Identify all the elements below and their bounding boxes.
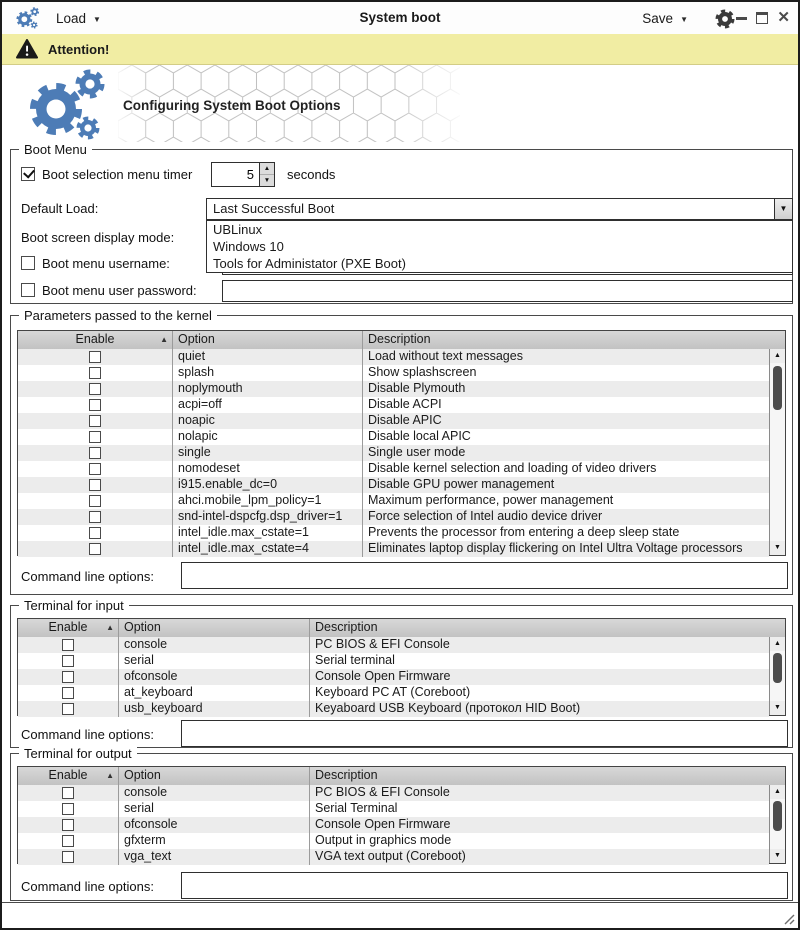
option-cell: console bbox=[118, 637, 309, 653]
command-line-input[interactable] bbox=[181, 872, 788, 899]
option-column-header: Option bbox=[118, 619, 309, 637]
table-row[interactable] bbox=[18, 833, 769, 849]
enable-checkbox[interactable] bbox=[62, 819, 74, 831]
enable-cell bbox=[18, 785, 118, 801]
enable-checkbox[interactable] bbox=[62, 639, 74, 651]
enable-column-header: Enable bbox=[48, 768, 88, 782]
description-column-header: Description bbox=[309, 767, 785, 785]
enable-checkbox[interactable] bbox=[89, 383, 101, 395]
description-cell: Keyaboard USB Keyboard (протокол HID Boot) bbox=[309, 701, 769, 717]
option-cell: splash bbox=[172, 365, 362, 381]
table-header[interactable] bbox=[18, 331, 785, 350]
page-title: Configuring System Boot Options bbox=[123, 98, 341, 113]
scroll-down-icon[interactable]: ▼ bbox=[770, 541, 785, 555]
enable-cell bbox=[18, 461, 172, 477]
group-legend: Parameters passed to the kernel bbox=[19, 308, 217, 323]
option-cell: noapic bbox=[172, 413, 362, 429]
table-row[interactable] bbox=[18, 801, 769, 817]
kernel-params-table bbox=[17, 330, 786, 556]
load-menu-label: Load bbox=[56, 10, 87, 26]
table-row[interactable] bbox=[18, 785, 769, 801]
description-cell: Console Open Firmware bbox=[309, 817, 769, 833]
description-cell: Disable APIC bbox=[362, 413, 769, 429]
enable-cell bbox=[18, 509, 172, 525]
table-row[interactable] bbox=[18, 653, 769, 669]
vertical-scrollbar[interactable] bbox=[769, 637, 785, 715]
option-column-header: Option bbox=[118, 767, 309, 785]
enable-checkbox[interactable] bbox=[89, 399, 101, 411]
option-cell: single bbox=[172, 445, 362, 461]
description-cell: Single user mode bbox=[362, 445, 769, 461]
enable-cell bbox=[18, 381, 172, 397]
description-cell: Show splashscreen bbox=[362, 365, 769, 381]
boot-options-gears-icon bbox=[22, 67, 114, 142]
timer-value-input[interactable] bbox=[212, 163, 259, 186]
enable-checkbox[interactable] bbox=[62, 851, 74, 863]
timer-label: Boot selection menu timer bbox=[42, 167, 193, 182]
enable-cell bbox=[18, 817, 118, 833]
enable-checkbox[interactable] bbox=[62, 703, 74, 715]
terminal-output-group bbox=[10, 746, 793, 901]
scroll-up-icon[interactable]: ▲ bbox=[770, 785, 785, 799]
banner-text: Attention! bbox=[48, 41, 110, 57]
table-row[interactable] bbox=[18, 541, 769, 557]
enable-checkbox[interactable] bbox=[62, 671, 74, 683]
option-cell: nolapic bbox=[172, 429, 362, 445]
command-line-input[interactable] bbox=[181, 720, 788, 747]
enable-cell bbox=[18, 493, 172, 509]
option-cell: ofconsole bbox=[118, 817, 309, 833]
command-line-label: Command line options: bbox=[21, 727, 154, 742]
table-row[interactable] bbox=[18, 817, 769, 833]
enable-checkbox[interactable] bbox=[89, 511, 101, 523]
timer-checkbox[interactable] bbox=[21, 167, 35, 181]
table-row[interactable] bbox=[18, 685, 769, 701]
save-menu-label: Save bbox=[642, 10, 674, 26]
description-cell: PC BIOS & EFI Console bbox=[309, 637, 769, 653]
enable-cell bbox=[18, 701, 118, 717]
table-row[interactable] bbox=[18, 493, 769, 509]
combo-arrow-icon[interactable]: ▼ bbox=[774, 199, 792, 219]
option-cell: acpi=off bbox=[172, 397, 362, 413]
terminal-input-table bbox=[17, 618, 786, 716]
option-cell: console bbox=[118, 785, 309, 801]
description-column-header: Description bbox=[309, 619, 785, 637]
enable-checkbox[interactable] bbox=[62, 803, 74, 815]
minimize-button[interactable] bbox=[736, 17, 747, 20]
enable-checkbox[interactable] bbox=[89, 415, 101, 427]
enable-cell bbox=[18, 477, 172, 493]
enable-checkbox[interactable] bbox=[62, 687, 74, 699]
dropdown-item[interactable]: UBLinux bbox=[213, 222, 263, 237]
option-cell: intel_idle.max_cstate=4 bbox=[172, 541, 362, 557]
default-load-value: Last Successful Boot bbox=[213, 201, 335, 216]
enable-checkbox[interactable] bbox=[89, 527, 101, 539]
description-cell: PC BIOS & EFI Console bbox=[309, 785, 769, 801]
table-row[interactable] bbox=[18, 477, 769, 493]
page-header bbox=[2, 65, 798, 142]
enable-cell bbox=[18, 397, 172, 413]
sort-asc-icon: ▲ bbox=[160, 335, 168, 344]
option-cell: at_keyboard bbox=[118, 685, 309, 701]
description-column-header: Description bbox=[362, 331, 785, 349]
option-cell: nomodeset bbox=[172, 461, 362, 477]
table-row[interactable] bbox=[18, 637, 769, 653]
description-cell: Eliminates laptop display flickering on Intel Ultra Voltage processors bbox=[362, 541, 769, 557]
scroll-down-icon[interactable]: ▼ bbox=[770, 849, 785, 863]
option-cell: noplymouth bbox=[172, 381, 362, 397]
display-mode-label: Boot screen display mode: bbox=[21, 230, 175, 245]
attention-banner bbox=[2, 34, 798, 65]
enable-checkbox[interactable] bbox=[89, 495, 101, 507]
table-row[interactable] bbox=[18, 525, 769, 541]
scroll-up-icon[interactable]: ▲ bbox=[770, 637, 785, 651]
default-load-dropdown[interactable] bbox=[206, 220, 793, 273]
timer-spinbox[interactable] bbox=[211, 162, 275, 187]
scroll-up-icon[interactable]: ▲ bbox=[770, 349, 785, 363]
option-cell: i915.enable_dc=0 bbox=[172, 477, 362, 493]
enable-cell bbox=[18, 637, 118, 653]
enable-cell bbox=[18, 429, 172, 445]
sort-asc-icon: ▲ bbox=[106, 771, 114, 780]
table-row[interactable] bbox=[18, 461, 769, 477]
enable-cell bbox=[18, 833, 118, 849]
chevron-down-icon: ▼ bbox=[680, 14, 688, 24]
default-load-combobox[interactable] bbox=[206, 198, 793, 220]
scroll-thumb[interactable] bbox=[773, 653, 782, 683]
table-row[interactable] bbox=[18, 701, 769, 717]
table-header[interactable] bbox=[18, 767, 785, 786]
description-cell: Maximum performance, power management bbox=[362, 493, 769, 509]
description-cell: VGA text output (Coreboot) bbox=[309, 849, 769, 865]
settings-gear-button[interactable] bbox=[714, 8, 736, 30]
command-line-label: Command line options: bbox=[21, 879, 154, 894]
enable-checkbox[interactable] bbox=[62, 787, 74, 799]
chevron-down-icon: ▼ bbox=[93, 14, 101, 24]
description-cell: Disable ACPI bbox=[362, 397, 769, 413]
option-cell: serial bbox=[118, 801, 309, 817]
enable-cell bbox=[18, 525, 172, 541]
option-cell: snd-intel-dspcfg.dsp_driver=1 bbox=[172, 509, 362, 525]
enable-checkbox[interactable] bbox=[89, 431, 101, 443]
password-label: Boot menu user password: bbox=[42, 283, 197, 298]
enable-checkbox[interactable] bbox=[62, 655, 74, 667]
option-cell: usb_keyboard bbox=[118, 701, 309, 717]
table-row[interactable] bbox=[18, 365, 769, 381]
vertical-scrollbar[interactable] bbox=[769, 349, 785, 555]
enable-cell bbox=[18, 365, 172, 381]
spin-down-icon[interactable]: ▼ bbox=[263, 177, 271, 184]
description-cell: Force selection of Intel audio device driver bbox=[362, 509, 769, 525]
dropdown-item[interactable]: Windows 10 bbox=[213, 239, 284, 254]
save-menu-button[interactable] bbox=[642, 8, 688, 28]
title-bar bbox=[2, 2, 798, 36]
description-cell: Disable kernel selection and loading of video drivers bbox=[362, 461, 769, 477]
description-cell: Serial Terminal bbox=[309, 801, 769, 817]
vertical-scrollbar[interactable] bbox=[769, 785, 785, 863]
boot-menu-group bbox=[10, 142, 793, 304]
sort-asc-icon: ▲ bbox=[106, 623, 114, 632]
table-row[interactable] bbox=[18, 669, 769, 685]
warning-icon bbox=[16, 39, 38, 59]
option-cell: quiet bbox=[172, 349, 362, 365]
scroll-thumb[interactable] bbox=[773, 801, 782, 831]
window-title: System boot bbox=[359, 10, 441, 25]
enable-cell bbox=[18, 849, 118, 865]
enable-cell bbox=[18, 801, 118, 817]
scroll-thumb[interactable] bbox=[773, 366, 782, 410]
table-row[interactable] bbox=[18, 413, 769, 429]
description-cell: Console Open Firmware bbox=[309, 669, 769, 685]
enable-checkbox[interactable] bbox=[89, 543, 101, 555]
password-input[interactable] bbox=[222, 280, 793, 302]
enable-checkbox[interactable] bbox=[89, 351, 101, 363]
enable-checkbox[interactable] bbox=[89, 447, 101, 459]
scroll-down-icon[interactable]: ▼ bbox=[770, 701, 785, 715]
enable-column-header: Enable bbox=[75, 332, 115, 346]
table-row[interactable] bbox=[18, 509, 769, 525]
description-cell: Serial terminal bbox=[309, 653, 769, 669]
command-line-input[interactable] bbox=[181, 562, 788, 589]
description-cell: Disable Plymouth bbox=[362, 381, 769, 397]
option-cell: serial bbox=[118, 653, 309, 669]
command-line-label: Command line options: bbox=[21, 569, 154, 584]
username-label: Boot menu username: bbox=[42, 256, 170, 271]
enable-cell bbox=[18, 349, 172, 365]
table-row[interactable] bbox=[18, 445, 769, 461]
table-row[interactable] bbox=[18, 429, 769, 445]
enable-cell bbox=[18, 445, 172, 461]
option-cell: ahci.mobile_lpm_policy=1 bbox=[172, 493, 362, 509]
spin-up-icon[interactable]: ▲ bbox=[260, 163, 274, 175]
enable-checkbox[interactable] bbox=[62, 835, 74, 847]
option-cell: ofconsole bbox=[118, 669, 309, 685]
group-legend: Terminal for output bbox=[19, 746, 137, 761]
terminal-input-group bbox=[10, 598, 793, 748]
enable-cell bbox=[18, 413, 172, 429]
default-load-label: Default Load: bbox=[21, 201, 99, 216]
table-row[interactable] bbox=[18, 349, 769, 365]
description-cell: Disable GPU power management bbox=[362, 477, 769, 493]
resize-grip-icon[interactable] bbox=[781, 911, 795, 925]
close-button[interactable]: ✕ bbox=[777, 9, 790, 26]
group-legend: Terminal for input bbox=[19, 598, 129, 613]
table-row[interactable] bbox=[18, 397, 769, 413]
description-cell: Disable local APIC bbox=[362, 429, 769, 445]
enable-cell bbox=[18, 685, 118, 701]
enable-cell bbox=[18, 669, 118, 685]
enable-cell bbox=[18, 653, 118, 669]
terminal-output-table bbox=[17, 766, 786, 864]
enable-checkbox[interactable] bbox=[89, 367, 101, 379]
description-cell: Load without text messages bbox=[362, 349, 769, 365]
option-cell: gfxterm bbox=[118, 833, 309, 849]
maximize-button[interactable] bbox=[756, 12, 768, 24]
enable-cell bbox=[18, 541, 172, 557]
option-cell: vga_text bbox=[118, 849, 309, 865]
status-bar bbox=[2, 902, 798, 928]
table-row[interactable] bbox=[18, 381, 769, 397]
timer-unit-label: seconds bbox=[287, 167, 336, 182]
option-cell: intel_idle.max_cstate=1 bbox=[172, 525, 362, 541]
option-column-header: Option bbox=[172, 331, 362, 349]
description-cell: Output in graphics mode bbox=[309, 833, 769, 849]
kernel-params-group bbox=[10, 308, 793, 595]
enable-checkbox[interactable] bbox=[89, 463, 101, 475]
dropdown-item[interactable]: Tools for Administator (PXE Boot) bbox=[213, 256, 406, 271]
table-row[interactable] bbox=[18, 849, 769, 865]
description-cell: Prevents the processor from entering a deep sleep state bbox=[362, 525, 769, 541]
group-legend: Boot Menu bbox=[19, 142, 92, 157]
table-header[interactable] bbox=[18, 619, 785, 638]
password-checkbox[interactable] bbox=[21, 283, 35, 297]
enable-checkbox[interactable] bbox=[89, 479, 101, 491]
enable-column-header: Enable bbox=[48, 620, 88, 634]
description-cell: Keyboard PC AT (Coreboot) bbox=[309, 685, 769, 701]
username-checkbox[interactable] bbox=[21, 256, 35, 270]
